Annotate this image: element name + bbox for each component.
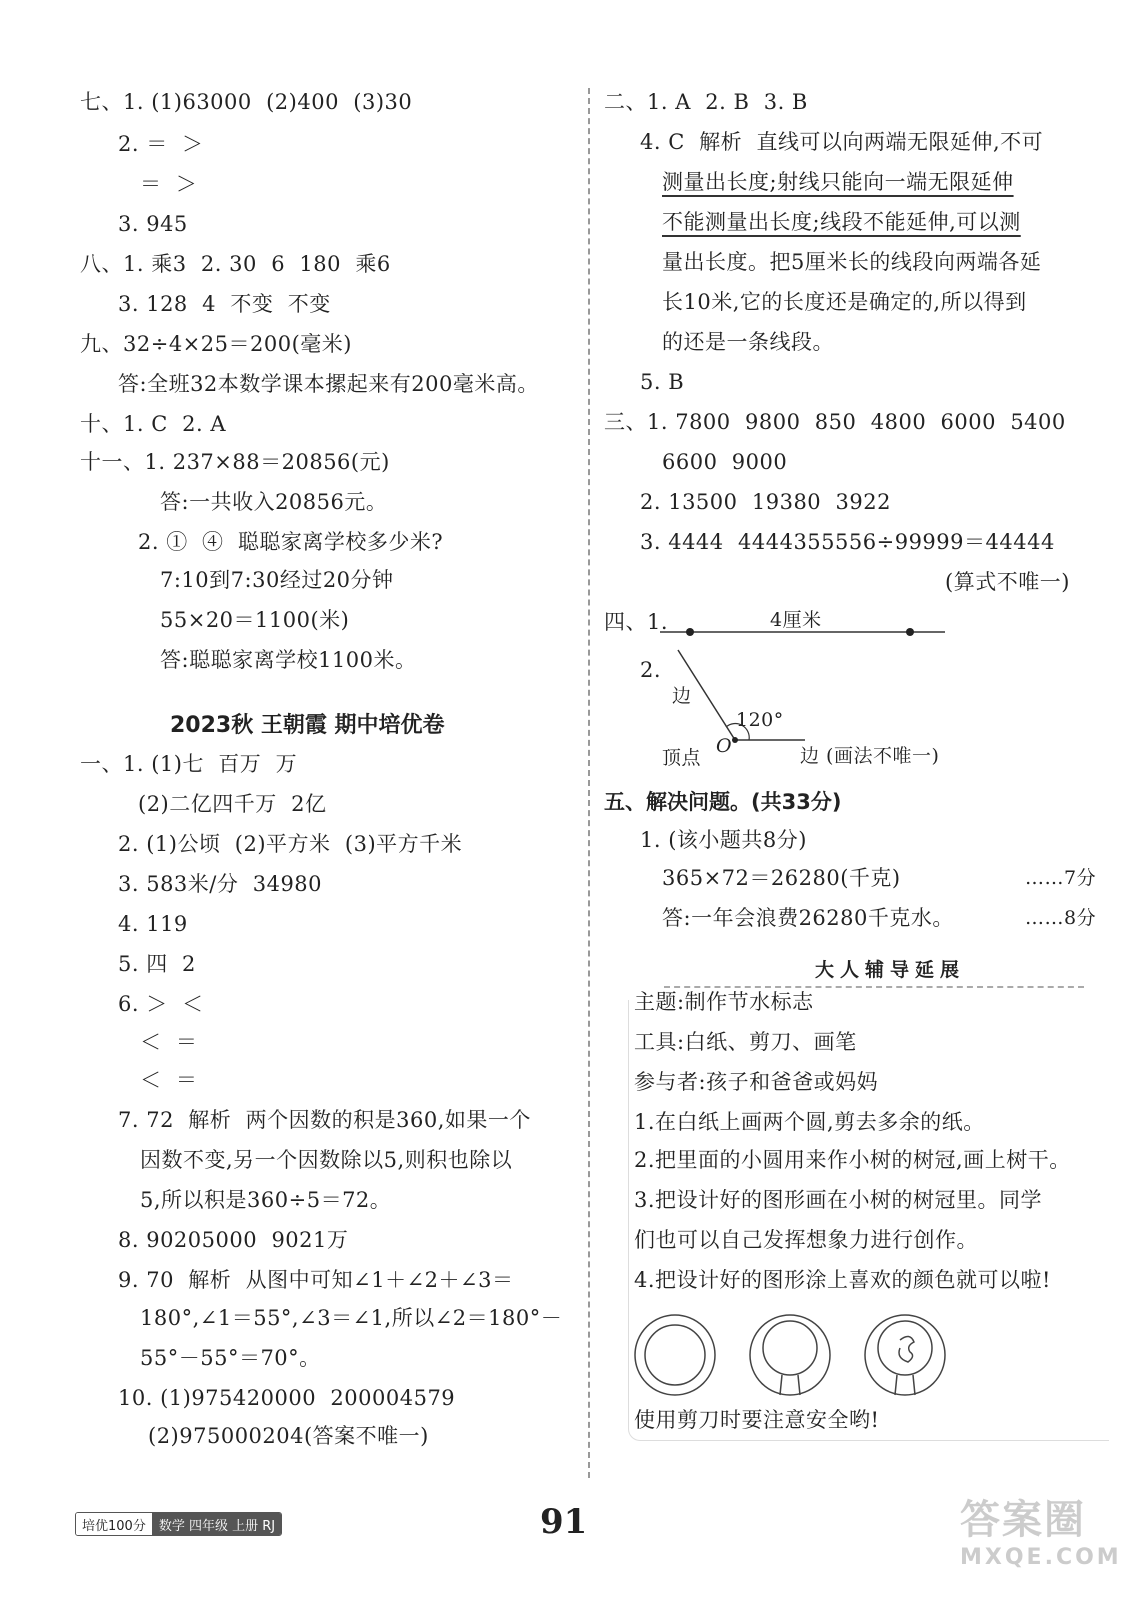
answer-line: 十、1. C 2. A [80,412,227,436]
answer-line: 5. 四 2 [118,952,196,976]
answer-line: 55×20＝1100(米) [160,608,350,632]
angle-item-number: 2. [640,658,662,682]
answer-line: 答:全班32本数学课本摞起来有200毫米高。 [118,372,539,396]
answer-line: ＜ ＝ [140,1030,198,1054]
answer-line: 7. 72 解析 两个因数的积是360,如果一个 [118,1108,531,1132]
answer-line: 7:10到7:30经过20分钟 [160,568,394,592]
answer-line: 2. ① ④ 聪聪家离学校多少米? [138,530,444,554]
answer-line: 1. (该小题共8分) [640,828,807,852]
answer-line: 十一、1. 237×88＝20856(元) [80,450,390,474]
answer-line: 3. 945 [118,212,188,236]
score-note: ……8分 [1025,907,1097,929]
extension-line: 2.把里面的小圆用来作小树的树冠,画上树干。 [634,1148,1071,1172]
answer-line: 一、1. (1)七 百万 万 [80,752,298,776]
answer-line: 答:一共收入20856元。 [160,490,388,514]
answer-line: 365×72＝26280(千克) [662,866,901,890]
extension-line: 参与者:孩子和爸爸或妈妈 [634,1070,879,1094]
page-number: 91 [540,1502,588,1542]
answer-line: 9. 70 解析 从图中可知∠1＋∠2＋∠3＝ [118,1268,514,1292]
answer-line: 八、1. 乘3 2. 30 6 180 乘6 [80,252,391,276]
vertex-label: 顶点 [662,747,702,769]
watermark [960,1488,1122,1570]
answer-line: 10. (1)975420000 200004579 [118,1386,456,1410]
extension-line: 们也可以自己发挥想象力进行创作。 [634,1228,978,1252]
segment-label: 4厘米 [770,609,822,631]
answer-line: 3. 583米/分 34980 [118,872,323,896]
section-title: 2023秋 王朝霞 期中培优卷 [170,713,445,738]
answer-line: 量出长度。把5厘米长的线段向两端各延 [662,250,1042,274]
answer-line: 不能测量出长度;线段不能延伸,可以测 [662,210,1021,234]
answer-line: (算式不唯一) [945,570,1070,594]
answer-line: 5,所以积是360÷5＝72。 [140,1188,392,1212]
water-logo-illustrations [630,1310,960,1400]
answer-line: 答:聪聪家离学校1100米。 [160,648,417,672]
answer-line: 3. 128 4 不变 不变 [118,292,331,316]
answer-line: 长10米,它的长度还是确定的,所以得到 [662,290,1027,314]
angle-vertex-dot [732,737,738,743]
answer-line: 4. 119 [118,912,188,936]
watermark-text: 答案圈 [960,1497,1086,1543]
book-info-label: 数学 四年级 上册 RJ [153,1513,281,1535]
answer-line: (2)975000204(答案不唯一) [148,1424,429,1448]
extension-title: 大人辅导延展 [814,959,965,981]
answer-line: 的还是一条线段。 [662,330,834,354]
answer-line: 答:一年会浪费26280千克水。 [662,906,954,930]
answer-line: 三、1. 7800 9800 850 4800 6000 5400 [604,410,1066,434]
extension-line: 4.把设计好的图形涂上喜欢的颜色就可以啦! [634,1268,1051,1292]
answer-line: 2. (1)公顷 (2)平方米 (3)平方千米 [118,832,463,856]
answer-line: 6600 9000 [662,450,788,474]
segment-endpoint [906,628,914,636]
answer-line: 3. 4444 4444355556÷99999＝44444 [640,530,1055,554]
answer-line: 180°,∠1＝55°,∠3＝∠1,所以∠2＝180°－ [140,1306,563,1330]
vertex-letter: O [716,735,733,757]
book-badge [75,1512,282,1536]
answer-line: 七、1. (1)63000 (2)400 (3)30 [80,90,413,114]
answer-line: 6. ＞ ＜ [118,992,204,1016]
angle-degree-label: 120° [736,709,784,731]
answer-line: 二、1. A 2. B 3. B [604,90,808,114]
answer-line: 8. 90205000 9021万 [118,1228,349,1252]
answer-line: (2)二亿四千万 2亿 [138,792,327,816]
answer-line: 测量出长度;射线只能向一端无限延伸 [662,170,1014,194]
book-series-label: 培优100分 [76,1513,153,1535]
extension-line: 1.在白纸上画两个圆,剪去多余的纸。 [634,1110,985,1134]
answer-line: 4. C 解析 直线可以向两端无限延伸,不可 [640,130,1044,154]
extension-line: 3.把设计好的图形画在小树的树冠里。同学 [634,1188,1043,1212]
angle-side-label: 边 [672,685,692,707]
extension-line: 工具:白纸、剪刀、画笔 [634,1030,857,1054]
circle-illustration-2 [750,1315,830,1395]
answer-line: 四、1. [604,610,669,634]
safety-note: 使用剪刀时要注意安全哟! [634,1408,880,1432]
answer-line: 因数不变,另一个因数除以5,则积也除以 [140,1148,513,1172]
answer-line: 九、32÷4×25＝200(毫米) [80,332,352,356]
watermark-url: MXQE.COM [960,1545,1122,1570]
answer-line: 55°－55°＝70°。 [140,1346,321,1370]
answer-line: ＜ ＝ [140,1068,198,1092]
answer-line: 5. B [640,370,685,394]
section5-title: 五、解决问题。(共33分) [604,790,842,814]
angle-bottom-label: 边 (画法不唯一) [800,745,940,767]
extension-line: 主题:制作节水标志 [634,990,814,1014]
answer-line: ＝ ＞ [140,172,198,196]
circle-illustration-1 [635,1315,715,1395]
segment-endpoint [686,628,694,636]
answer-line: 2. ＝ ＞ [118,132,204,156]
circle-illustration-3 [865,1315,945,1395]
answer-line: 2. 13500 19380 3922 [640,490,891,514]
score-note: ……7分 [1025,867,1097,889]
column-divider [588,88,590,1478]
